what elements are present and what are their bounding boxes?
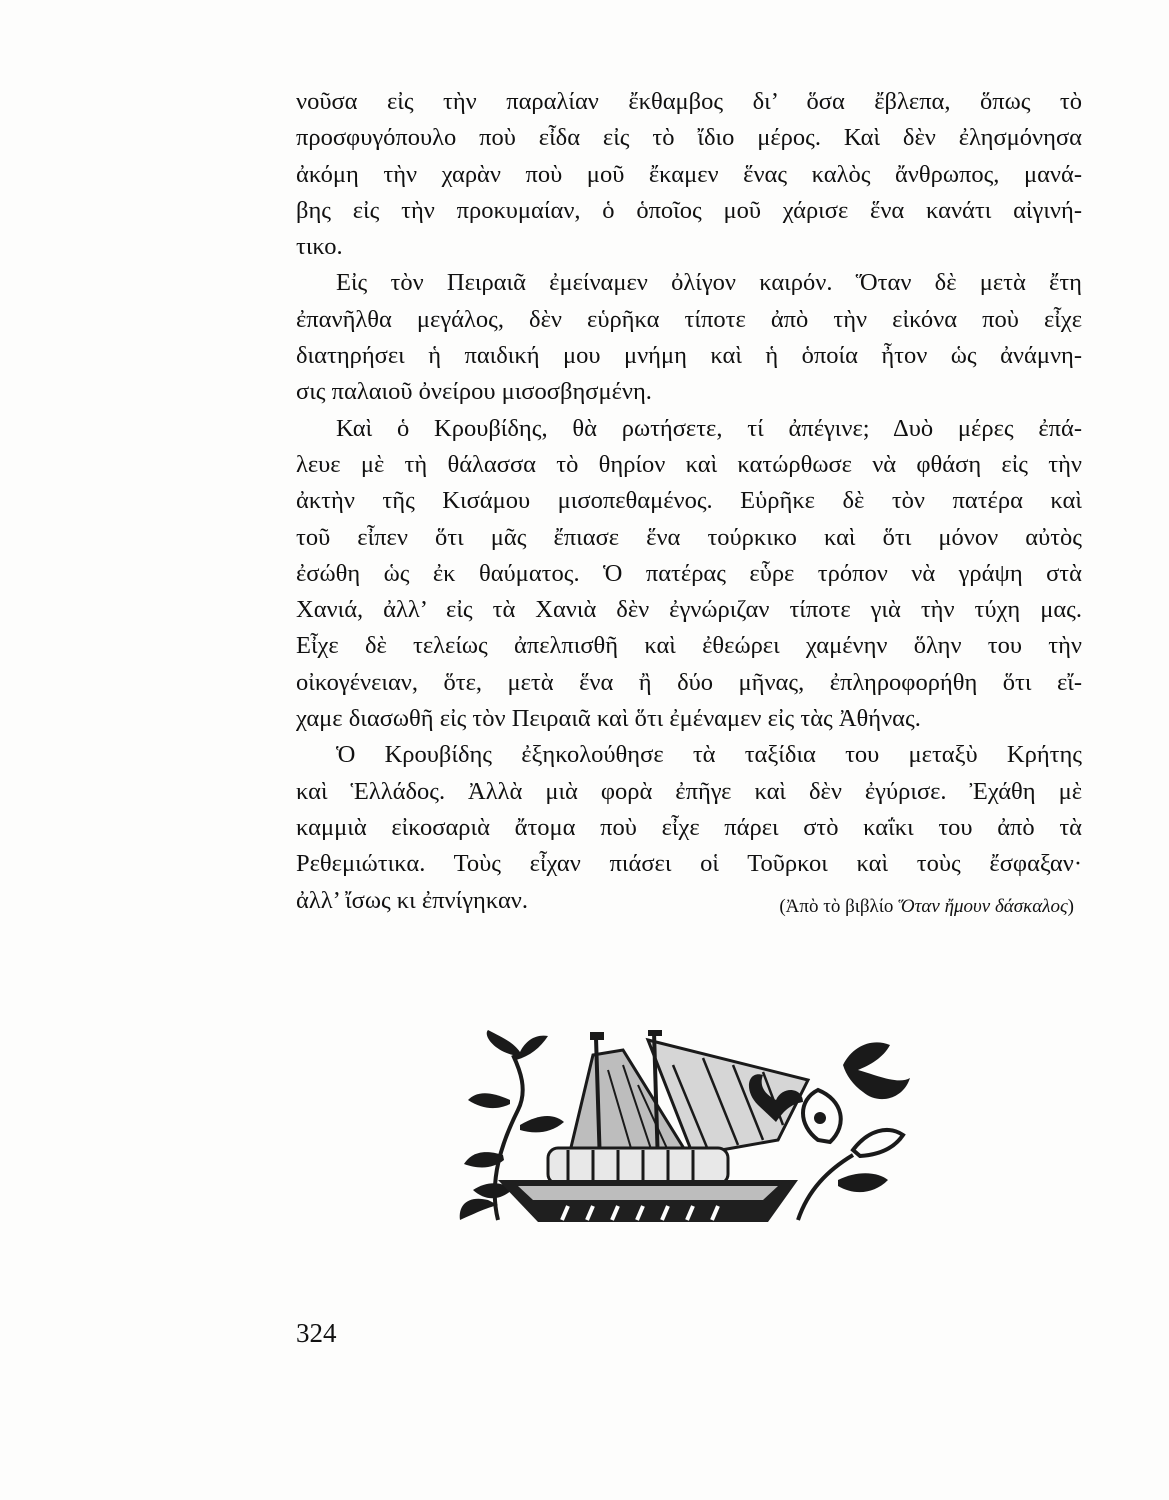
- ship-hull: [460, 1180, 798, 1222]
- text-line: τοῦ εἶπεν ὅτι μᾶς ἔπιασε ἕνα τούρκικο καὶ ὅτι μόνον αὐτὸς: [296, 523, 1082, 551]
- text-line: χαμε διασωθῆ εἰς τὸν Πειραιᾶ καὶ ὅτι ἐμέναμεν εἰς τὰς Ἀθήνας.: [296, 705, 921, 733]
- text-line: καὶ Ἑλλάδος. Ἀλλὰ μιὰ φορὰ ἐπῆγε καὶ δὲν ἐγύρισε. Ἐχάθη μὲ: [296, 777, 1082, 805]
- source-book-title: Ὅταν ἤμουν δάσκαλος: [898, 896, 1068, 917]
- text-line: προσφυγόπουλο ποὺ εἶδα εἰς τὸ ἴδιο μέρος. Καὶ δὲν ἐλησμόνησα: [296, 124, 1082, 152]
- text-line: Εἰς τὸν Πειραιᾶ ἐμείναμεν ὀλίγον καιρόν. Ὅταν δὲ μετὰ ἔτη: [336, 269, 1082, 297]
- text-line: Χανιά, ἀλλ’ εἰς τὰ Χανιὰ δὲν ἐγνώριζαν τίποτε γιὰ τὴν τύχη μας.: [296, 596, 1082, 624]
- text-line: τικο.: [296, 233, 343, 261]
- text-line: διατηρήσει ἡ παιδική μου μνήμη καὶ ἡ ὁποία ἦτον ὡς ἀνάμνη-: [296, 342, 1082, 370]
- text-line: ἀκόμη τὴν χαρὰν ποὺ μοῦ ἔκαμεν ἕνας καλὸς ἄνθρωπος, μανά-: [296, 160, 1082, 188]
- text-line: ἀκτὴν τῆς Κισάμου μισοπεθαμένος. Εὑρῆκε δὲ τὸν πατέρα καὶ: [296, 487, 1082, 515]
- text-line: σις παλαιοῦ ὀνείρου μισοσβησμένη.: [296, 378, 652, 406]
- text-line: ἐπανῆλθα μεγάλος, δὲν εὑρῆκα τίποτε ἀπὸ τὴν εἰκόνα ποὺ εἶχε: [296, 305, 1082, 333]
- text-line: ἀλλ’ ἴσως κι ἐπνίγηκαν.: [296, 886, 529, 914]
- text-line: Καὶ ὁ Κρουβίδης, θὰ ρωτήσετε, τί ἀπέγινε; Δυὸ μέρες ἐπά-: [336, 414, 1082, 442]
- page-number: 324: [296, 1318, 337, 1348]
- text-line: καμμιὰ εἰκοσαριὰ ἄτομα ποὺ εἶχε πάρει στὸ καΐκι του ἀπὸ τὰ: [296, 813, 1082, 841]
- body-text: [296, 84, 1082, 919]
- source-prefix: (Ἀπὸ τὸ βιβλίο: [779, 896, 899, 917]
- text-line: βης εἰς τὴν προκυμαίαν, ὁ ὁποῖος μοῦ χάρισε ἕνα κανάτι αἰγινή-: [296, 196, 1082, 224]
- text-line: νοῦσα εἰς τὴν παραλίαν ἔκθαμβος δι’ ὅσα ἔβλεπα, ὅπως τὸ: [296, 88, 1082, 115]
- text-line: Ρεθεμιώτικα. Τοὺς εἶχαν πιάσει οἱ Τοῦρκοι καὶ τοὺς ἔσφαξαν·: [296, 850, 1082, 878]
- source-suffix: ): [1067, 896, 1074, 917]
- ship-cabin: [548, 1148, 728, 1184]
- text-line: Εἶχε δὲ τελείως ἀπελπισθῆ καὶ ἐθεώρει χαμένην ὅλην του τὴν: [296, 632, 1082, 660]
- text-line: ἐσώθη ὡς ἐκ θαύματος. Ὁ πατέρας εὗρε τρόπον νὰ γράψη στὰ: [296, 559, 1082, 587]
- source-citation: [779, 896, 1074, 918]
- ship-ornament: [458, 1030, 918, 1230]
- text-line: λευε μὲ τὴ θάλασσα τὸ θηρίον καὶ κατώρθωσε νὰ φθάση εἰς τὴν: [296, 450, 1082, 478]
- text-line: Ὁ Κρουβίδης ἐξηκολούθησε τὰ ταξίδια του μεταξὺ Κρήτης: [336, 741, 1082, 769]
- ship-sails: [568, 1030, 808, 1165]
- text-line: οἰκογένειαν, ὅτε, μετὰ ἕνα ἢ δύο μῆνας, ἐπληροφορήθη ὅτι εἴ-: [296, 668, 1082, 696]
